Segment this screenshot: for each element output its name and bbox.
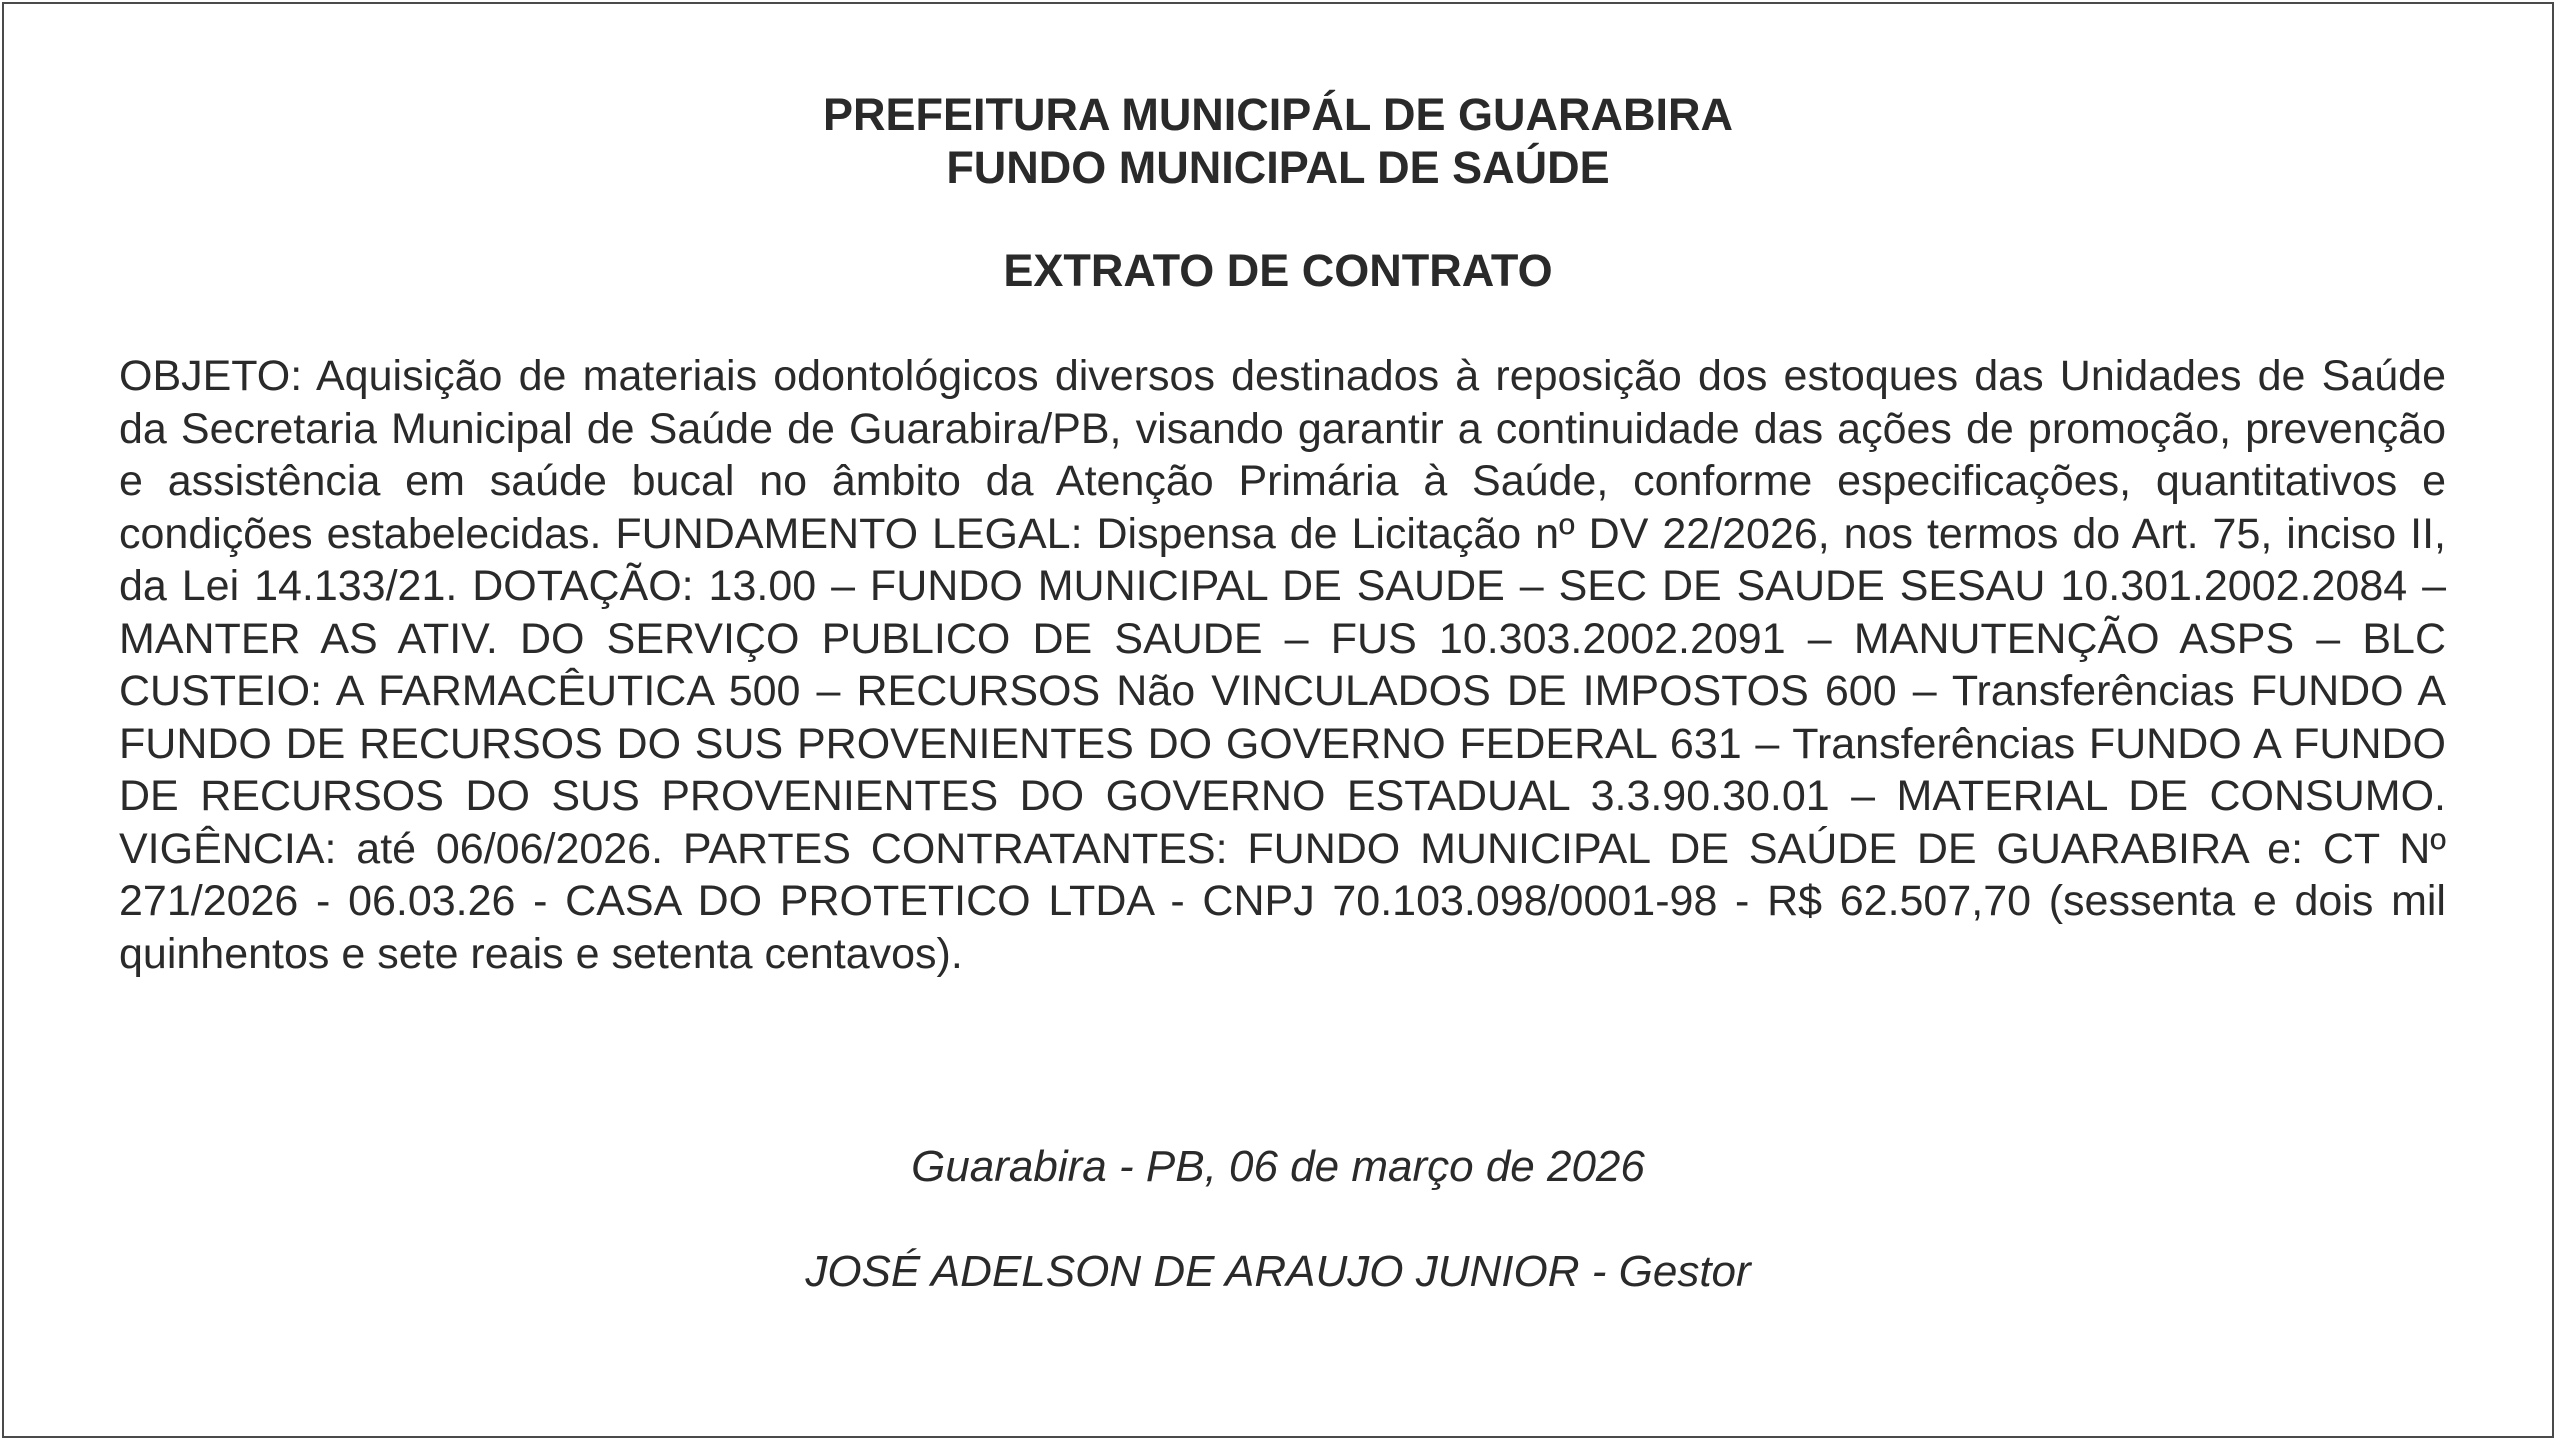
document-title: EXTRATO DE CONTRATO [1003, 245, 1553, 296]
contract-body: OBJETO: Aquisição de materiais odontológicos diversos destinados à reposição dos estoques das Unidades de Saúde da Secretaria Municipal de Saúde de Guarabira/PB, visando garantir a continuidade das ações de promoção, prevenção e assistência em saúde bucal no âmbito da Atenção Primária à Saúde, conforme especificações, quantitativos e condições estabelecidas. FUNDAMENTO LEGAL: Dispensa de Licitação nº DV 22/2026, nos termos do Art. 75, inciso II, da Lei 14.133/21. DOTAÇÃO: 13.00 – FUNDO MUNICIPAL DE SAUDE – SEC DE SAUDE SESAU 10.301.2002.2084 – MANTER AS ATIV. DO SERVIÇO PUBLICO DE SAUDE – FUS 10.303.2002.2091 – MANUTENÇÃO ASPS – BLC CUSTEIO: A FARMACÊUTICA 500 – RECURSOS Não VINCULADOS DE IMPOSTOS 600 – Transferências FUNDO A FUNDO DE RECURSOS DO SUS PROVENIENTES DO GOVERNO FEDERAL 631 – Transferências FUNDO A FUNDO DE RECURSOS DO SUS PROVENIENTES DO GOVERNO ESTADUAL 3.3.90.30.01 – MATERIAL DE CONSUMO. VIGÊNCIA: até 06/06/2026. PARTES CONTRATANTES: FUNDO MUNICIPAL DE SAÚDE DE GUARABIRA e: CT Nº 271/2026 - 06.03.26 - CASA DO PROTETICO LTDA - CNPJ 70.103.098/0001-98 - R$ 62.507,70 (sessenta e dois mil quinhentos e sete reais e setenta centavos). [119, 352, 2446, 978]
document-frame [2, 2, 2554, 1438]
signatory: JOSÉ ADELSON DE ARAUJO JUNIOR - Gestor [805, 1247, 1751, 1296]
header-municipality: PREFEITURA MUNICIPÁL DE GUARABIRA [822, 89, 1734, 140]
place-date: Guarabira - PB, 06 de março de 2026 [911, 1142, 1645, 1191]
header-fund: FUNDO MUNICIPAL DE SAÚDE [946, 142, 1610, 193]
